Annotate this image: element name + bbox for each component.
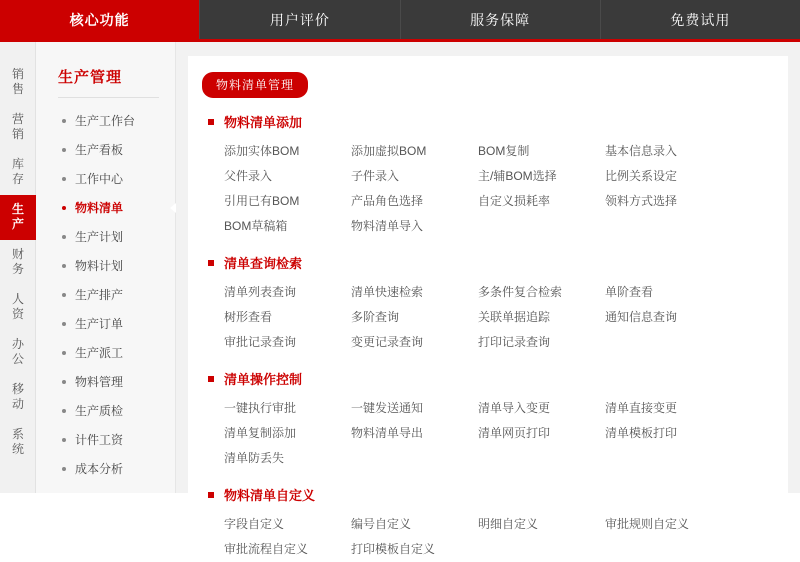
feature-link[interactable]: 父件录入 xyxy=(224,169,273,183)
feature-link[interactable]: 清单防丢失 xyxy=(224,451,285,465)
bullet-icon xyxy=(62,264,66,268)
submenu-item-11[interactable] xyxy=(36,425,175,454)
feature-link[interactable]: 明细自定义 xyxy=(478,517,539,531)
feature-link[interactable]: 审批规则自定义 xyxy=(605,517,690,531)
submenu-item-8[interactable] xyxy=(36,338,175,367)
feature-link[interactable]: 清单模板打印 xyxy=(605,426,678,440)
bullet-icon xyxy=(62,380,66,384)
feature-link[interactable]: 清单列表查询 xyxy=(224,285,297,299)
submenu-list xyxy=(36,106,175,483)
submenu-item-label: 生产订单 xyxy=(75,317,124,331)
group-title-label: 物料清单自定义 xyxy=(224,488,316,503)
feature-link[interactable]: 领料方式选择 xyxy=(605,194,678,208)
submenu-item-1[interactable] xyxy=(36,135,175,164)
feature-group-2 xyxy=(202,369,774,471)
feature-link[interactable]: 物料清单导入 xyxy=(351,219,424,233)
group-links-0 xyxy=(202,139,774,239)
group-links-1 xyxy=(202,280,774,355)
rail-item-6[interactable] xyxy=(0,330,36,375)
feature-link[interactable]: 打印记录查询 xyxy=(478,335,551,349)
content-panel xyxy=(176,42,800,556)
rail-item-char: 动 xyxy=(11,397,24,411)
feature-link[interactable]: 清单网页打印 xyxy=(478,426,551,440)
feature-link[interactable]: 清单直接变更 xyxy=(605,401,678,415)
feature-group-1 xyxy=(202,253,774,355)
feature-link[interactable]: 编号自定义 xyxy=(351,517,412,531)
feature-group-3 xyxy=(202,485,774,562)
rail-item-char: 系 xyxy=(11,427,24,441)
rail-item-char: 人 xyxy=(11,292,24,306)
rail-item-char: 公 xyxy=(11,352,24,366)
section-badge: 物料清单管理 xyxy=(202,72,308,98)
square-bullet-icon xyxy=(208,260,214,266)
submenu-item-label: 生产计划 xyxy=(75,230,124,244)
square-bullet-icon xyxy=(208,119,214,125)
submenu-item-label: 生产派工 xyxy=(75,346,124,360)
top-tab-0[interactable]: 核心功能 xyxy=(0,0,200,39)
submenu-item-label: 物料计划 xyxy=(75,259,124,273)
feature-link[interactable]: 通知信息查询 xyxy=(605,310,678,324)
feature-link[interactable]: 基本信息录入 xyxy=(605,144,678,158)
main-body xyxy=(0,42,800,556)
rail-item-char: 资 xyxy=(11,307,24,321)
content-card xyxy=(188,56,788,556)
bullet-icon xyxy=(62,322,66,326)
submenu-item-label: 生产质检 xyxy=(75,404,124,418)
rail-item-3[interactable] xyxy=(0,195,36,240)
group-title-label: 清单查询检索 xyxy=(224,256,303,271)
group-links-2 xyxy=(202,396,774,471)
feature-link[interactable]: 清单导入变更 xyxy=(478,401,551,415)
submenu-item-label: 工作中心 xyxy=(75,172,124,186)
group-title-1 xyxy=(202,253,774,272)
feature-link[interactable]: 关联单据追踪 xyxy=(478,310,551,324)
submenu-item-10[interactable] xyxy=(36,396,175,425)
bullet-icon xyxy=(62,148,66,152)
submenu-item-label: 物料管理 xyxy=(75,375,124,389)
submenu-item-label: 成本分析 xyxy=(75,462,124,476)
bullet-icon xyxy=(62,177,66,181)
submenu-item-4[interactable] xyxy=(36,222,175,251)
bullet-icon xyxy=(62,467,66,471)
rail-item-5[interactable] xyxy=(0,285,36,330)
submenu-item-12[interactable] xyxy=(36,454,175,483)
rail-item-8[interactable] xyxy=(0,420,36,465)
rail-item-1[interactable] xyxy=(0,105,36,150)
feature-link[interactable]: 树形查看 xyxy=(224,310,273,324)
top-tab-2[interactable]: 服务保障 xyxy=(401,0,601,39)
bullet-icon xyxy=(62,293,66,297)
rail-item-char: 销 xyxy=(11,67,24,81)
rail-item-0[interactable] xyxy=(0,60,36,105)
square-bullet-icon xyxy=(208,376,214,382)
submenu-item-7[interactable] xyxy=(36,309,175,338)
feature-link[interactable]: 产品角色选择 xyxy=(351,194,424,208)
feature-link[interactable]: 子件录入 xyxy=(351,169,400,183)
group-title-2 xyxy=(202,369,774,388)
submenu-item-label: 计件工资 xyxy=(75,433,124,447)
submenu-item-label: 生产排产 xyxy=(75,288,124,302)
rail-item-4[interactable] xyxy=(0,240,36,285)
group-title-label: 物料清单添加 xyxy=(224,115,303,130)
feature-link[interactable]: 审批记录查询 xyxy=(224,335,297,349)
rail-item-char: 统 xyxy=(11,442,24,456)
feature-link[interactable]: 物料清单导出 xyxy=(351,426,424,440)
feature-link[interactable]: 一键发送通知 xyxy=(351,401,424,415)
submenu-item-6[interactable] xyxy=(36,280,175,309)
group-title-0 xyxy=(202,112,774,131)
feature-link[interactable]: 打印模板自定义 xyxy=(351,542,436,556)
submenu-title: 生产管理 xyxy=(58,69,123,86)
bullet-icon xyxy=(62,351,66,355)
rail-item-7[interactable] xyxy=(0,375,36,420)
rail-item-char: 产 xyxy=(11,217,24,231)
feature-link[interactable]: 多条件复合检索 xyxy=(478,285,563,299)
bullet-icon xyxy=(62,119,66,123)
feature-link[interactable]: 变更记录查询 xyxy=(351,335,424,349)
submenu-item-3[interactable] xyxy=(36,193,175,222)
rail-item-char: 务 xyxy=(11,262,24,276)
submenu-item-0[interactable] xyxy=(36,106,175,135)
rail-item-char: 生 xyxy=(11,202,24,216)
bullet-icon xyxy=(62,206,66,210)
feature-link[interactable]: 清单复制添加 xyxy=(224,426,297,440)
submenu-panel xyxy=(36,42,176,493)
rail-item-char: 营 xyxy=(11,112,24,126)
top-tabs xyxy=(0,0,800,42)
top-tab-1[interactable]: 用户评价 xyxy=(200,0,400,39)
group-title-3 xyxy=(202,485,774,504)
feature-link[interactable]: 审批流程自定义 xyxy=(224,542,309,556)
submenu-item-label: 物料清单 xyxy=(75,201,124,215)
rail-item-char: 移 xyxy=(11,382,24,396)
square-bullet-icon xyxy=(208,492,214,498)
module-rail xyxy=(0,42,36,493)
rail-item-char: 办 xyxy=(11,337,24,351)
rail-item-char: 销 xyxy=(11,127,24,141)
bullet-icon xyxy=(62,235,66,239)
submenu-item-label: 生产工作台 xyxy=(75,114,136,128)
top-tab-3[interactable]: 免费试用 xyxy=(670,11,731,28)
rail-item-2[interactable] xyxy=(0,150,36,195)
rail-item-char: 财 xyxy=(11,247,24,261)
feature-link[interactable]: 添加实体BOM xyxy=(224,144,300,158)
submenu-item-9[interactable] xyxy=(36,367,175,396)
feature-link[interactable]: 清单快速检索 xyxy=(351,285,424,299)
rail-item-char: 存 xyxy=(11,172,24,186)
bullet-icon xyxy=(62,438,66,442)
submenu-item-label: 生产看板 xyxy=(75,143,124,157)
feature-link[interactable]: BOM草稿箱 xyxy=(224,219,288,233)
feature-link[interactable]: 一键执行审批 xyxy=(224,401,297,415)
feature-link[interactable]: 比例关系设定 xyxy=(605,169,678,183)
group-title-label: 清单操作控制 xyxy=(224,372,303,387)
feature-link[interactable]: 单阶查看 xyxy=(605,285,654,299)
submenu-item-5[interactable] xyxy=(36,251,175,280)
feature-link[interactable]: 主/辅BOM选择 xyxy=(478,169,557,183)
feature-link[interactable]: BOM复制 xyxy=(478,144,530,158)
submenu-item-2[interactable] xyxy=(36,164,175,193)
feature-link[interactable]: 自定义损耗率 xyxy=(478,194,551,208)
feature-link[interactable]: 添加虚拟BOM xyxy=(351,144,427,158)
group-links-3 xyxy=(202,512,774,562)
rail-item-char: 库 xyxy=(11,157,24,171)
feature-link[interactable]: 引用已有BOM xyxy=(224,194,300,208)
feature-link[interactable]: 字段自定义 xyxy=(224,517,285,531)
bullet-icon xyxy=(62,409,66,413)
feature-group-0 xyxy=(202,112,774,239)
rail-item-char: 售 xyxy=(11,82,24,96)
submenu-divider xyxy=(58,97,159,98)
feature-groups xyxy=(202,112,774,562)
feature-link[interactable]: 多阶查询 xyxy=(351,310,400,324)
